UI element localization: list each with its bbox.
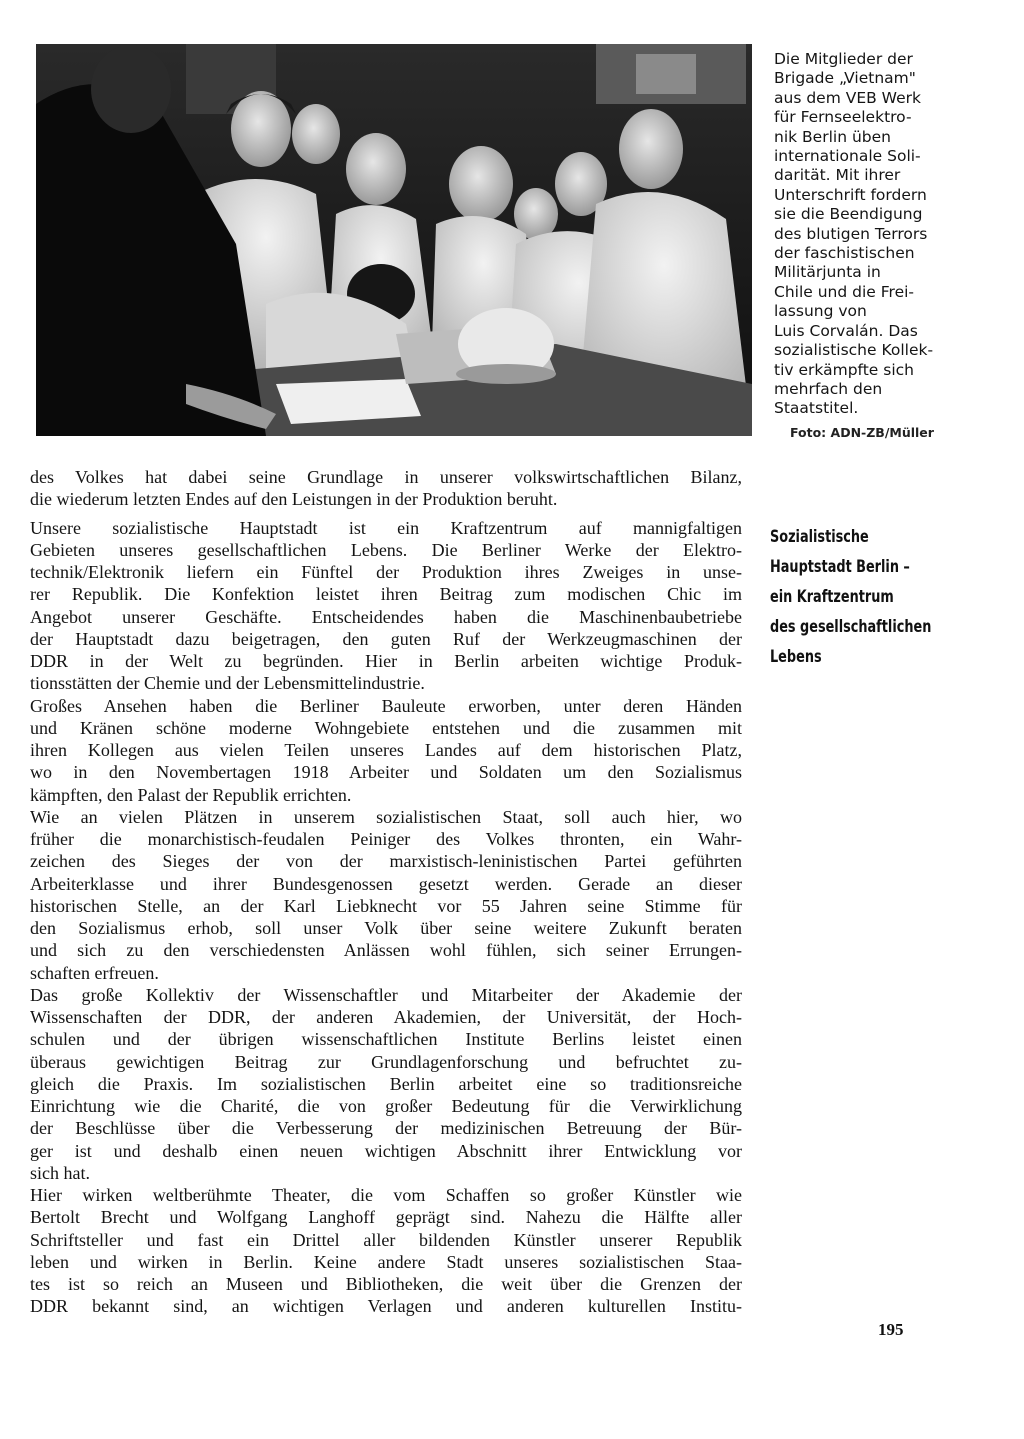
text-line: ger ist und deshalb einen neuen wichtigen Abschnitt ihrer Entwicklung vor <box>30 1140 742 1161</box>
text-line: rer Republik. Die Konfektion leistet ihren Beitrag zum modischen Chic im <box>30 584 742 605</box>
text-line: Arbeiterklasse und ihrer Bundesgenossen gesetzt werden. Gerade an dieser <box>30 873 742 894</box>
photo-illustration <box>36 44 752 436</box>
paragraph <box>30 466 742 511</box>
paragraph <box>30 984 742 1184</box>
paragraph <box>30 1184 742 1318</box>
caption-line: tiv erkämpfte sich <box>774 360 914 379</box>
text-line: Wie an vielen Plätzen in unserem sozialistischen Staat, soll auch hier, wo <box>30 806 742 827</box>
text-line: Großes Ansehen haben die Berliner Bauleute erworben, unter deren Händen <box>30 695 742 716</box>
text-line: die wiederum letzten Endes auf den Leistungen in der Produktion beruht. <box>30 489 558 510</box>
caption-line: Die Mitglieder der <box>774 50 913 68</box>
text-line: Einrichtung wie die Charité, die von großer Bedeutung für die Verwirklichung <box>30 1096 742 1116</box>
text-line: gleich die Praxis. Im sozialistischen Berlin arbeitet eine so traditionsreiche <box>30 1073 742 1094</box>
text-line: technik/Elektronik liefern ein Fünftel der Produktion ihres Zweiges in unse- <box>30 562 742 582</box>
side-heading-line: Hauptstadt Berlin – <box>770 557 910 577</box>
caption-line: lassung von <box>774 302 867 321</box>
text-line: DDR bekannt sind, an wichtigen Verlagen und anderen kulturellen Institu- <box>30 1296 742 1317</box>
text-line: Angebot unserer Geschäfte. Entscheidendes haben die Maschinenbaubetriebe <box>30 606 742 627</box>
text-line: ihren Kollegen aus vielen Teilen unseres Landes auf dem historischen Platz, <box>30 740 742 760</box>
text-line: tes ist so reich an Museen und Bibliotheken, die weit über die Grenzen der <box>30 1274 742 1294</box>
text-line: schaften erfreuen. <box>30 962 159 983</box>
caption-line: aus dem VEB Werk <box>774 88 921 107</box>
side-heading-line: Sozialistische <box>770 527 869 547</box>
caption-line: Staatstitel. <box>774 399 859 418</box>
text-line: kämpften, den Palast der Republik errichten. <box>30 784 352 805</box>
text-line: früher die monarchistisch-feudalen Peiniger des Volkes thronten, ein Wahr- <box>30 829 742 849</box>
text-line: Schriftsteller und fast ein Drittel aller bildenden Künstler unserer Republik <box>30 1229 742 1250</box>
text-line: der Beschlüsse über die Verbesserung der medizinischen Betreuung der Bür- <box>30 1118 742 1139</box>
side-heading-line: Lebens <box>770 647 822 667</box>
caption-line: sie die Beendigung <box>774 205 923 224</box>
caption-line: des blutigen Terrors <box>774 224 928 243</box>
text-line: DDR in der Welt zu begründen. Hier in Berlin arbeiten wichtige Produk- <box>30 651 742 671</box>
brigade-photo <box>36 44 752 436</box>
text-line: Gebieten unseres gesellschaftlichen Lebens. Die Berliner Werke der Elektro- <box>30 539 742 560</box>
caption-line: internationale Soli- <box>774 147 921 166</box>
paragraph <box>30 806 742 984</box>
paragraph <box>30 695 742 806</box>
photo-caption <box>774 50 954 419</box>
caption-line: sozialistische Kollek- <box>774 341 934 360</box>
paragraph <box>30 517 742 695</box>
caption-line: für Fernseelektro- <box>774 108 912 127</box>
text-line: schulen und der übrigen wissenschaftlichen Institute Berlins leistet einen <box>30 1029 742 1050</box>
caption-line: Brigade „Vietnam" <box>774 69 916 88</box>
caption-line: Unterschrift fordern <box>774 185 927 204</box>
caption-line: der faschistischen <box>774 244 915 263</box>
section-side-heading <box>770 522 930 672</box>
text-line: tionsstätten der Chemie und der Lebensmittelindustrie. <box>30 673 425 694</box>
text-line: überaus gewichtigen Beitrag zur Grundlagenforschung und befruchtet zu- <box>30 1051 742 1072</box>
text-line: und Kränen schöne moderne Wohngebiete entstehen und die zusammen mit <box>30 717 742 738</box>
text-line: des Volkes hat dabei seine Grundlage in unserer volkswirtschaftlichen Bilanz, <box>30 467 742 487</box>
photo-credit: Foto: ADN-ZB/Müller <box>790 425 934 440</box>
text-line: Hier wirken weltberühmte Theater, die vom Schaffen so großer Künstler wie <box>30 1185 742 1205</box>
text-line: sich hat. <box>30 1162 90 1183</box>
text-line: wo in den Novembertagen 1918 Arbeiter und Soldaten um den Sozialismus <box>30 762 742 783</box>
text-line: Bertolt Brecht und Wolfgang Langhoff geprägt sind. Nahezu die Hälfte aller <box>30 1207 742 1228</box>
page-number: 195 <box>878 1320 904 1339</box>
text-line: leben und wirken in Berlin. Keine andere Stadt unseres sozialistischen Staa- <box>30 1251 742 1272</box>
caption-line: darität. Mit ihrer <box>774 166 901 185</box>
text-line: zeichen des Sieges der von der marxistisch-leninistischen Partei geführten <box>30 851 742 872</box>
text-line: historischen Stelle, an der Karl Liebknecht vor 55 Jahren seine Stimme für <box>30 895 742 916</box>
text-line: Wissenschaften der DDR, der anderen Akademien, der Universität, der Hoch- <box>30 1007 742 1027</box>
side-heading-line: des gesellschaftlichen <box>770 617 932 637</box>
caption-line: Chile und die Frei- <box>774 282 914 301</box>
caption-line: Militärjunta in <box>774 263 881 282</box>
caption-line: nik Berlin üben <box>774 127 891 146</box>
text-line: und sich zu den verschiedensten Anlässen wohl fühlen, sich seiner Errungen- <box>30 940 742 961</box>
caption-line: Luis Corvalán. Das <box>774 321 918 340</box>
article-body <box>30 466 742 1318</box>
text-line: Das große Kollektiv der Wissenschaftler und Mitarbeiter der Akademie der <box>30 984 742 1005</box>
side-heading-line: ein Kraftzentrum <box>770 587 894 607</box>
text-line: der Hauptstadt dazu beigetragen, den guten Ruf der Werkzeugmaschinen der <box>30 628 742 649</box>
caption-line: mehrfach den <box>774 379 883 398</box>
text-line: den Sozialismus erhob, soll unser Volk über seine weitere Zukunft beraten <box>30 918 742 938</box>
text-line: Unsere sozialistische Hauptstadt ist ein Kraftzentrum auf mannigfaltigen <box>30 517 742 538</box>
